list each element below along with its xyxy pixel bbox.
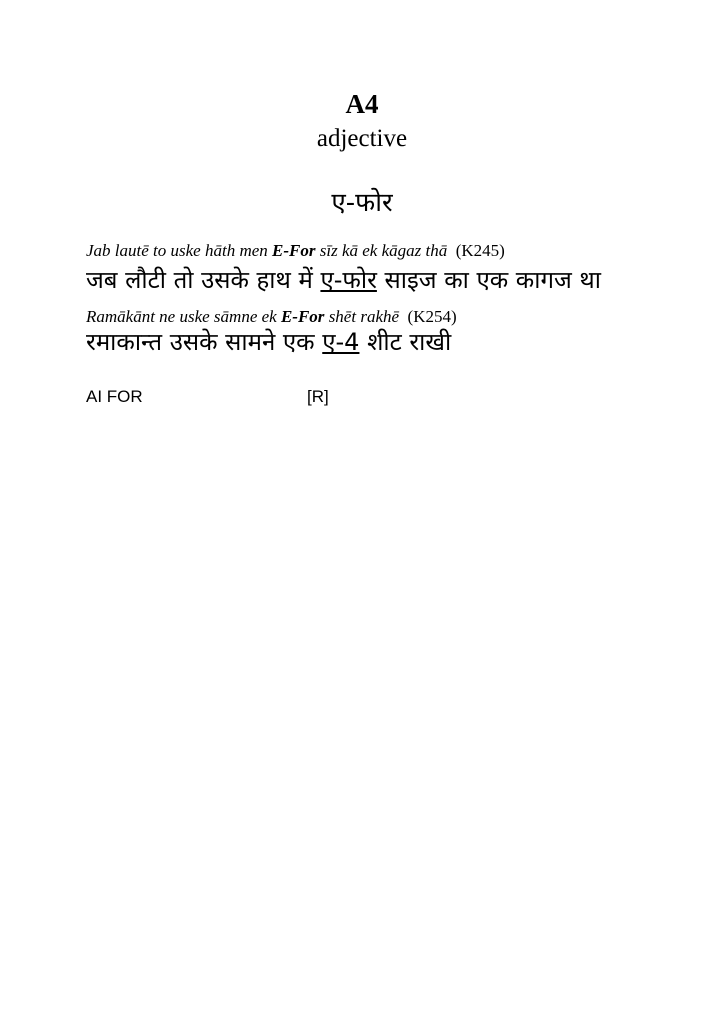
example2-roman-after: shēt rakhē bbox=[324, 307, 400, 326]
example1-roman-bold: E-For bbox=[272, 241, 316, 260]
example1-devanagari bbox=[86, 265, 706, 295]
example2-romanized bbox=[86, 307, 706, 327]
example2-reference: (K254) bbox=[407, 307, 457, 326]
example1-roman-after: sīz kā ek kāgaz thā bbox=[315, 241, 448, 260]
example2-roman-before: Ramākānt ne uske sāmne ek bbox=[86, 307, 281, 326]
footer-tag: AI FOR bbox=[86, 387, 143, 406]
part-of-speech: adjective bbox=[316, 125, 408, 152]
example1-roman-before: Jab lautē to uske hāth men bbox=[86, 241, 273, 260]
example2-deva-before: रमाकान्त उसके सामने एक bbox=[86, 328, 323, 356]
example1-deva-before: जब लौटी तो उसके हाथ में bbox=[86, 266, 321, 294]
example1-deva-after: साइज का एक कागज था bbox=[376, 266, 601, 294]
example2-deva-underlined: ए-4 bbox=[322, 328, 360, 356]
example1-romanized bbox=[86, 241, 706, 261]
example2-deva-after: शीट राखी bbox=[359, 328, 452, 356]
example1-reference: (K245) bbox=[455, 241, 505, 260]
example2-roman-bold: E-For bbox=[280, 307, 325, 326]
headword: A4 bbox=[345, 89, 379, 119]
example2-devanagari bbox=[86, 327, 706, 357]
example1-deva-underlined: ए-फोर bbox=[320, 266, 377, 294]
footer-code: [R] bbox=[307, 387, 329, 406]
hindi-headword: ए-फोर bbox=[331, 188, 393, 218]
